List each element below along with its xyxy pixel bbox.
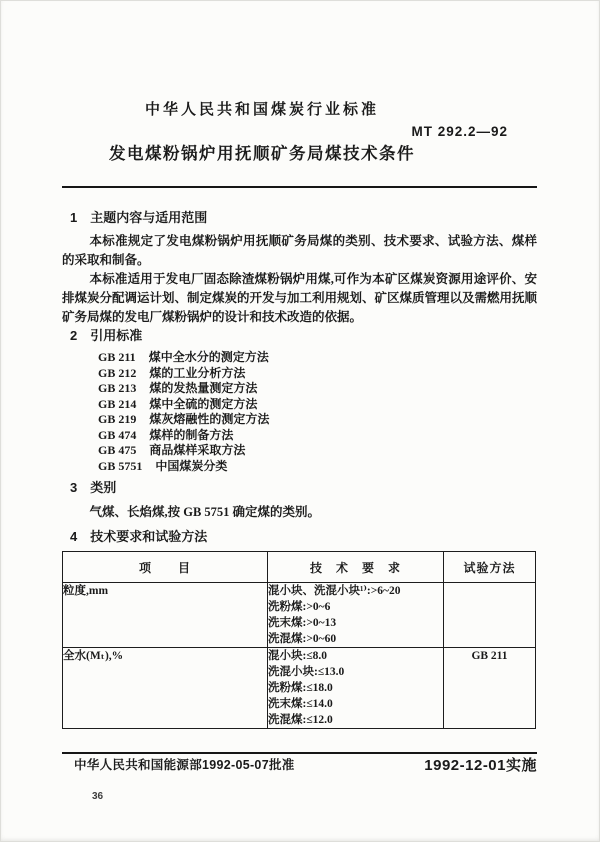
- standard-type-title: 中华人民共和国煤炭行业标准: [144, 101, 379, 118]
- requirement-line: 洗混煤:≤12.0: [268, 714, 333, 726]
- requirement-line: 洗末煤:≤14.0: [268, 698, 333, 710]
- table-cell-item: 粒度,mm: [63, 583, 268, 648]
- section-number: 1: [70, 210, 78, 225]
- reference-item: [98, 428, 537, 444]
- standard-number: MT 292.2—92: [411, 124, 508, 139]
- reference-code: GB 213: [98, 381, 137, 395]
- reference-item: [98, 381, 537, 397]
- reference-code: GB 475: [98, 443, 137, 457]
- reference-code: GB 474: [98, 427, 137, 442]
- section-title: 类别: [90, 480, 117, 495]
- requirement-line: 洗混煤:>0~60: [268, 633, 337, 645]
- table-row: [63, 648, 536, 729]
- reference-title: 中国煤炭分类: [155, 458, 228, 473]
- document-title: 发电煤粉锅炉用抚顺矿务局煤技术条件: [109, 145, 415, 163]
- reference-title: 商品煤样采取方法: [149, 443, 246, 457]
- reference-title: 煤灰熔融性的测定方法: [149, 412, 270, 426]
- section-number: 4: [70, 529, 78, 544]
- table-cell-requirements: [268, 648, 444, 729]
- requirement-line: 混小块、洗混小块¹⁾:>6~20: [268, 585, 401, 597]
- requirement-line: 洗混小块:≤13.0: [268, 666, 345, 678]
- section-3-body: [62, 503, 537, 522]
- section-heading-2: [62, 329, 537, 343]
- reference-item: [98, 397, 537, 413]
- reference-code: GB 5751: [98, 458, 143, 473]
- implementation-text: 1992-12-01实施: [424, 757, 537, 774]
- reference-title: 煤的发热量测定方法: [149, 381, 258, 395]
- reference-item: [98, 443, 537, 459]
- reference-item: [98, 412, 537, 428]
- table-cell-method: GB 211: [444, 648, 536, 729]
- footer-rule: [62, 752, 537, 754]
- reference-title: 煤中全硫的测定方法: [149, 396, 258, 411]
- section-heading-3: [62, 481, 537, 495]
- reference-item: [98, 366, 537, 382]
- technical-requirements-table: [62, 551, 536, 729]
- table-header-row: [63, 552, 536, 583]
- section-heading-1: [62, 211, 537, 225]
- section-number: 2: [70, 328, 78, 343]
- requirement-line: 洗末煤:>0~13: [268, 617, 337, 629]
- table-header-method: 试验方法: [444, 552, 536, 583]
- requirement-line: 混小块:≤8.0: [268, 650, 328, 662]
- reference-title: 煤中全水分的测定方法: [148, 350, 269, 364]
- footer: [62, 757, 537, 775]
- reference-code: GB 214: [98, 396, 137, 411]
- section-title: 引用标准: [90, 328, 143, 343]
- paragraph: 本标准适用于发电厂固态除渣煤粉锅炉用煤,可作为本矿区煤炭资源用途评价、安排煤炭分配调运计划、制定煤炭的开发与加工利用规划、矿区煤质管理以及需燃用抚顺矿务局煤的发电厂煤粉锅炉的设计和技术改造的依据。: [62, 272, 538, 324]
- table-header-item: 项 目: [63, 552, 268, 583]
- reference-item: [98, 350, 537, 366]
- reference-item: [98, 459, 537, 475]
- table-cell-requirements: [268, 583, 444, 648]
- table-cell-item: 全水(Mₜ),%: [63, 648, 268, 729]
- reference-title: 煤样的制备方法: [149, 427, 234, 442]
- requirement-line: 洗粉煤:>0~6: [268, 601, 331, 613]
- reference-code: GB 212: [98, 365, 137, 380]
- references-list: [62, 350, 537, 474]
- reference-title: 煤的工业分析方法: [149, 365, 246, 380]
- paragraph: 本标准规定了发电煤粉锅炉用抚顺矿务局煤的类别、技术要求、试验方法、煤样的采取和制备。: [62, 234, 537, 267]
- page-content: [62, 0, 537, 802]
- section-title: 技术要求和试验方法: [90, 529, 208, 544]
- section-heading-4: [62, 530, 537, 544]
- paragraph: 气煤、长焰煤,按 GB 5751 确定煤的类别。: [89, 505, 321, 519]
- reference-code: GB 211: [98, 350, 136, 364]
- table-row: [63, 583, 536, 648]
- reference-code: GB 219: [98, 412, 137, 426]
- section-title: 主题内容与适用范围: [90, 210, 208, 225]
- approval-text: 中华人民共和国能源部1992-05-07批准: [74, 758, 295, 772]
- header-rule: [62, 186, 537, 188]
- section-number: 3: [70, 480, 78, 495]
- page-number: 36: [92, 791, 104, 802]
- requirement-line: 洗粉煤:≤18.0: [268, 682, 333, 694]
- section-1-body: [62, 232, 537, 327]
- table-header-requirement: 技 术 要 求: [268, 552, 444, 583]
- table-cell-method: [444, 583, 536, 648]
